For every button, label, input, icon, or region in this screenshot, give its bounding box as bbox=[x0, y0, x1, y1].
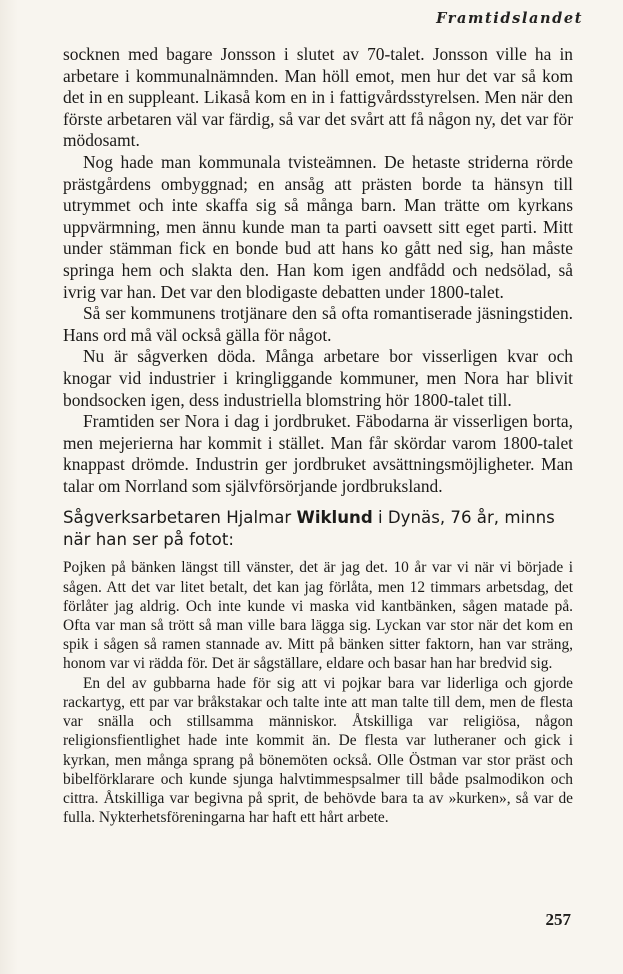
main-text bbox=[63, 44, 573, 827]
paragraph: Så ser kommunens trotjänare den så ofta romantiserade jäsningstiden. Hans ord må väl också gälla för något. bbox=[63, 303, 573, 345]
interview-intro bbox=[63, 507, 573, 550]
quote-paragraph: Pojken på bänken längst till vänster, det är jag det. 10 år var vi när vi började i sågen. Att det var litet betalt, det kan jag förlåta, men 12 timmars arbetsdag, det förlåter jag aldrig. Och inte kunde vi maska vid kantbänken, sågen matade på. Ofta var man så trött så man ville bara lägga sig. Lyckan var stor när det kom en spik i sågen så ramen stannade av. Mitt på bänken sitter faktorn, han var sträng, honom var vi rädda för. Det är sågställare, eldare och basar han har bredvid sig. bbox=[63, 559, 573, 673]
paragraph: socknen med bagare Jonsson i slutet av 70-talet. Jonsson ville ha in arbetare i kommunalnämnden. Man höll emot, men hur det var så kom det in en suppleant. Likaså kom en in i fattigvårdsstyrelsen. Men när den förste arbetaren väl var färdig, så var det svårt att få någon ny, det var för mödosamt. bbox=[63, 44, 573, 151]
interviewee-name: Wiklund bbox=[296, 508, 373, 528]
running-head: Framtidslandet bbox=[436, 10, 583, 27]
paragraph: Nu är sågverken döda. Många arbetare bor visserligen kvar och knogar vid industrier i kringliggande kommuner, men Nora har blivit bondsocken igen, dess industriella blomstring hör 1800-talet till. bbox=[63, 346, 573, 410]
page-number: 257 bbox=[545, 910, 571, 929]
intro-prefix: Sågverksarbetaren Hjalmar bbox=[63, 508, 297, 528]
interview-quote bbox=[63, 558, 573, 827]
paragraph: Nog hade man kommunala tvisteämnen. De hetaste striderna rörde prästgårdens ombyggnad; en ansåg att prästen borde ta hänsyn till utrymmet och inte skaffa sig så många barn. Man trätte om kyrkans uppvärmning, men ännu kunde man ta parti oavsett sitt eget parti. Mitt under stämman fick en bonde bud att hans ko gått ned sig, han måste springa hem och slakta den. Han kom igen andfådd och nedsölad, så ivrig var han. Det var den blodigaste debatten under 1800-talet. bbox=[63, 151, 573, 302]
quote-paragraph: En del av gubbarna hade för sig att vi pojkar bara var liderliga och gjorde rackartyg, ett par var bråkstakar och talte inte att man talte till dem, men de flesta var snälla och stillsamma människor. Åtskilliga var religiösa, någon religionsfientlighet hade inte kommit än. De flesta var lutheraner och gick i kyrkan, men många sprang på bönemöten också. Olle Östman var stor präst och bibelförklarare och kunde sjunga halvtimmespsalmer till både psalmodikon och cittra. Åtskilliga var begivna på sprit, de behövde bara ta av »kurken», så var de fulla. Nykterhetsföreningarna har haft ett hårt arbete. bbox=[63, 674, 573, 827]
intro-suffix: i Dynäs, 76 år, minns när han ser på fotot: bbox=[63, 508, 555, 549]
paragraph: Framtiden ser Nora i dag i jordbruket. Fäbodarna är visserligen borta, men mejerierna har kommit i stället. Man får skördar varom 1800-talet knappast drömde. Industrin ger jordbruket avsättningsmöjligheter. Man talar om Norrland som självförsörjande jordbruksland. bbox=[63, 411, 573, 496]
